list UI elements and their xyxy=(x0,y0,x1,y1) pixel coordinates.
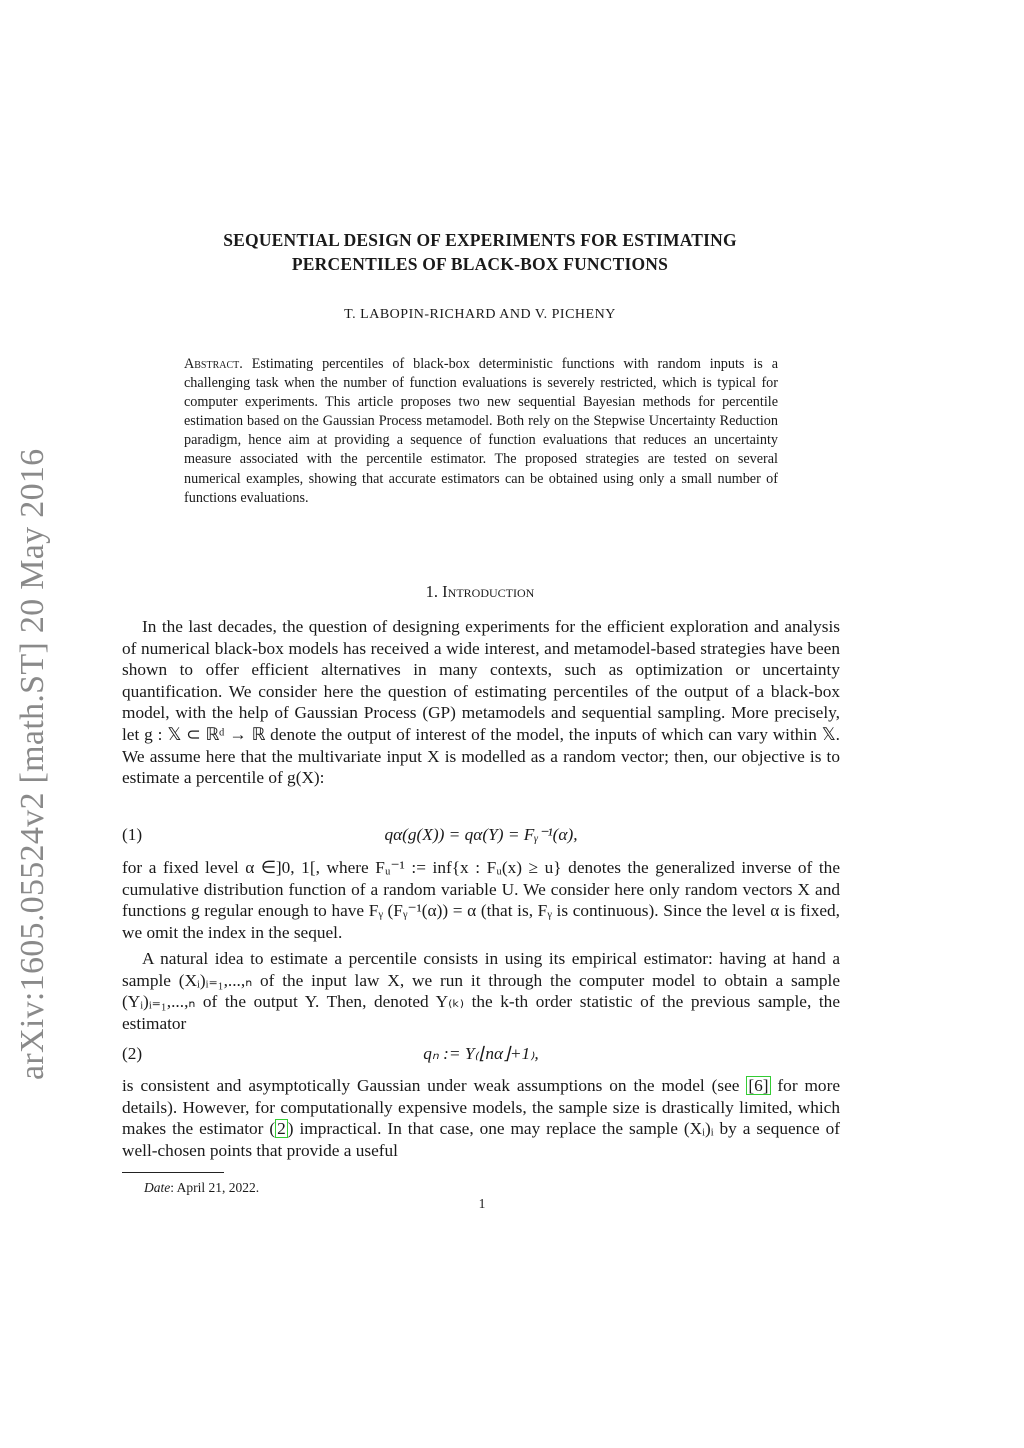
title-line-1: SEQUENTIAL DESIGN OF EXPERIMENTS FOR ESTIMATING xyxy=(223,230,737,250)
citation-number: 6 xyxy=(754,1076,763,1095)
page-number: 1 xyxy=(478,1196,486,1211)
equation-body xyxy=(122,1044,840,1064)
footnote-label: Date xyxy=(144,1180,171,1195)
equation-1 xyxy=(122,825,840,849)
abstract xyxy=(184,355,778,508)
intro-paragraph-3 xyxy=(122,948,840,1034)
section-title: Introduction xyxy=(442,582,535,601)
abstract-heading: Abstract. xyxy=(184,356,243,372)
equation-body xyxy=(122,825,840,845)
intro-paragraph-1 xyxy=(122,616,840,789)
paragraph-text: for a fixed level α ∈]0, 1[, where Fᵤ⁻¹ := inf{x : Fᵤ(x) ≥ u} denotes the generalized inverse of the cumulative distribution function of a random variable U. We consider here only random vectors X and functions g regular enough to have Fᵧ (Fᵧ⁻¹(α)) = α (that is, Fᵧ is continuous). Since the level α is fixed, we omit the index in the sequel. xyxy=(122,858,840,942)
arxiv-side-stamp: arXiv:1605.05524v2 [math.ST] 20 May 2016 xyxy=(14,448,51,1080)
paper-title xyxy=(120,228,840,276)
abstract-text: Estimating percentiles of black-box deterministic functions with random inputs is a challenging task when the number of function evaluations is severely restricted, which is typical for computer experiments. This article proposes two new sequential Bayesian methods for percentile estimation based on the Gaussian Process metamodel. Both rely on the Stepwise Uncertainty Reduction paradigm, hence aim at providing a sequence of function evaluations that reduces an uncertainty measure associated with the percentile estimator. The proposed strategies are tested on several numerical examples, showing that accurate estimators can be obtained using only a small number of functions evaluations. xyxy=(184,356,778,506)
section-heading xyxy=(120,582,840,602)
paper-authors: T. LABOPIN-RICHARD AND V. PICHENY xyxy=(344,307,616,322)
equation-expression: qα(g(X)) = qα(Y) = Fᵧ⁻¹(α), xyxy=(384,825,578,844)
paragraph-text: A natural idea to estimate a percentile consists in using its empirical estimator: having at hand a sample (Xᵢ)ᵢ₌₁,...,ₙ of the input law X, we run it through the computer model to obtain a sample (Yᵢ)ᵢ₌₁,...,ₙ of the output Y. Then, denoted Y₍ₖ₎ the k-th order statistic of the previous sample, the estimator xyxy=(122,949,840,1033)
equation-expression: qₙ := Y₍⌊nα⌋+1₎, xyxy=(423,1044,539,1063)
citation-link[interactable]: [6] xyxy=(748,1076,769,1095)
paragraph-part: ) impractical. In that case, one may replace the sample (Xᵢ)ᵢ by a sequence of well-chosen points that provide a useful xyxy=(122,1119,840,1160)
paragraph-text: In the last decades, the question of designing experiments for the efficient exploration and analysis of numerical black-box models has received a wide interest, and metamodel-based strategies have been shown to offer efficient alternatives in many contexts, such as optimization or uncertainty quantification. We consider here the question of estimating percentiles of the output of a black-box model, with the help of Gaussian Process (GP) metamodels and sequential sampling. More precisely, let g : 𝕏 ⊂ ℝᵈ → ℝ denote the output of interest of the model, the inputs of which can vary within 𝕏. We assume here that the multivariate input X is modelled as a random vector; then, our objective is to estimate a percentile of g(X): xyxy=(122,617,840,788)
equation-reference-link[interactable]: 2 xyxy=(277,1119,286,1139)
footnote-divider xyxy=(122,1172,224,1173)
intro-paragraph-2 xyxy=(122,857,840,943)
footnote xyxy=(144,1180,259,1196)
intro-paragraph-4 xyxy=(122,1075,840,1161)
footnote-value: : April 21, 2022. xyxy=(170,1180,260,1195)
title-line-2: PERCENTILES OF BLACK-BOX FUNCTIONS xyxy=(291,254,669,274)
equation-number: (1) xyxy=(122,825,143,844)
equation-2 xyxy=(122,1044,840,1068)
equation-number: (2) xyxy=(122,1044,143,1063)
section-number: 1. xyxy=(425,582,439,601)
paragraph-part: is consistent and asymptotically Gaussian under weak assumptions on the model (see xyxy=(122,1076,740,1095)
paragraph-part: for more details). However, for computationally expensive models, the sample size is drastically limited, which makes the estimator ( xyxy=(122,1076,840,1139)
paragraph-text xyxy=(122,1075,840,1161)
